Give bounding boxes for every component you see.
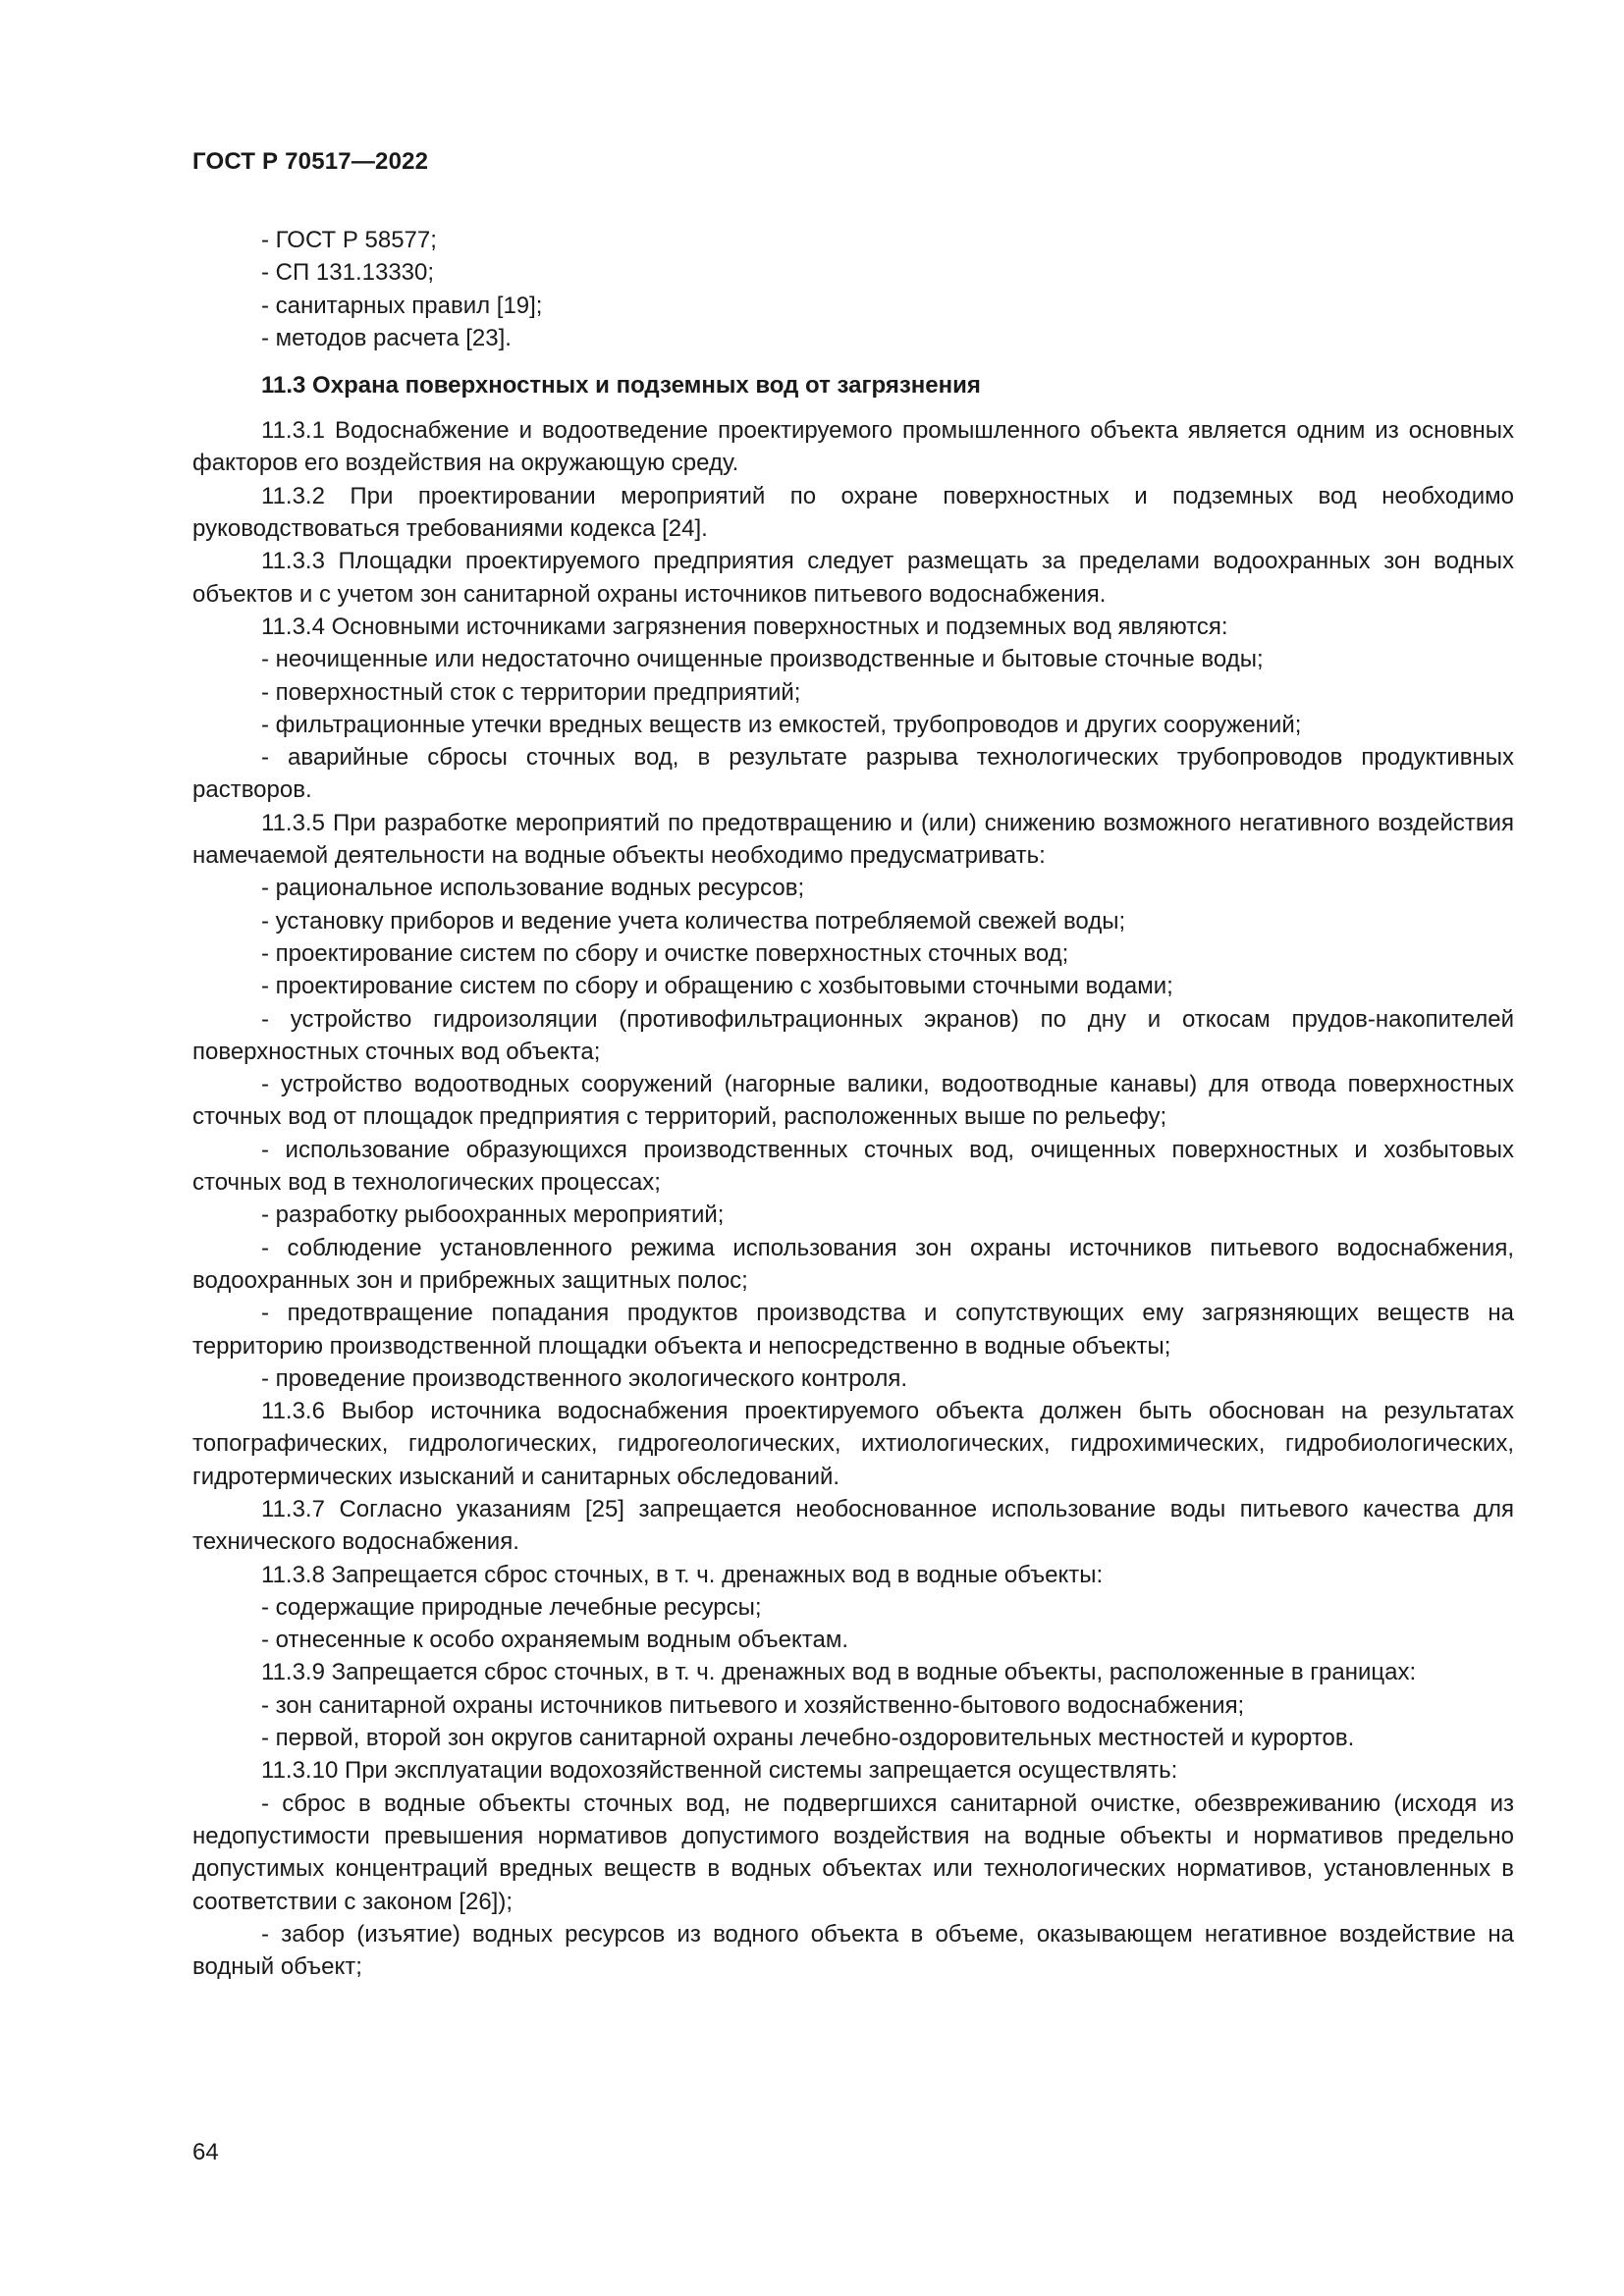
- list-item: - содержащие природные лечебные ресурсы;: [261, 1593, 762, 1621]
- list-item: - ГОСТ Р 58577;: [261, 227, 437, 253]
- intro-list: [192, 224, 1514, 354]
- list-item: - методов расчета [23].: [261, 324, 512, 351]
- paragraph-11-3-5: 11.3.5 При разработке мероприятий по предотвращению и (или) снижению возможного негативного воздействия намечаемой деятельности на водные объекты необходимо предусматривать:: [192, 809, 1514, 870]
- section-body: [192, 414, 1514, 1983]
- list-item: - устройство гидроизоляции (противофильтрационных экранов) по дну и откосам прудов-накопителей поверхностных сточных вод объекта;: [192, 1005, 1514, 1065]
- list-item: - сброс в водные объекты сточных вод, не подвергшихся санитарной очистке, обезвреживанию (исходя из недопустимости превышения нормативов допустимого воздействия на водные объекты и нормативов предельно допустимых концентраций вредных веществ в водных объектах или технологических нормативов, установленных в соответствии с законом [26]);: [192, 1789, 1514, 1915]
- paragraph-11-3-10: 11.3.10 При эксплуатации водохозяйственной системы запрещается осуществлять:: [261, 1757, 1178, 1785]
- list-item: - фильтрационные утечки вредных веществ из емкостей, трубопроводов и других сооружений;: [261, 711, 1302, 738]
- paragraph-11-3-2: 11.3.2 При проектировании мероприятий по охране поверхностных и подземных вод необходимо руководствоваться требованиями кодекса [24].: [192, 482, 1514, 543]
- paragraph-11-3-7: 11.3.7 Согласно указаниям [25] запрещается необоснованное использование воды питьевого качества для технического водоснабжения.: [192, 1495, 1514, 1556]
- list-item: - проектирование систем по сбору и обращению с хозбытовыми сточными водами;: [261, 973, 1173, 1000]
- list-item: - аварийные сбросы сточных вод, в результате разрыва технологических трубопроводов продуктивных растворов.: [192, 744, 1514, 804]
- list-item: - проектирование систем по сбору и очистке поверхностных сточных вод;: [261, 939, 1069, 967]
- list-item: - рациональное использование водных ресурсов;: [261, 875, 805, 902]
- page-number: 64: [192, 2139, 219, 2165]
- list-item: - зон санитарной охраны источников питьевого и хозяйственно-бытового водоснабжения;: [261, 1691, 1245, 1719]
- list-item: - предотвращение попадания продуктов производства и сопутствующих ему загрязняющих веществ на территорию производственной площадки объекта и непосредственно в водные объекты;: [192, 1300, 1514, 1360]
- paragraph-11-3-8: 11.3.8 Запрещается сброс сточных, в т. ч. дренажных вод в водные объекты:: [261, 1561, 1104, 1588]
- paragraph-11-3-3: 11.3.3 Площадки проектируемого предприятия следует размещать за пределами водоохранных зон водных объектов и с учетом зон санитарной охраны источников питьевого водоснабжения.: [192, 548, 1514, 608]
- list-item: - неочищенные или недостаточно очищенные производственные и бытовые сточные воды;: [261, 646, 1264, 673]
- list-item: - разработку рыбоохранных мероприятий;: [261, 1201, 725, 1229]
- section-heading: 11.3 Охрана поверхностных и подземных вод от загрязнения: [261, 372, 981, 400]
- list-item: - СП 131.13330;: [261, 259, 435, 287]
- paragraph-11-3-9: 11.3.9 Запрещается сброс сточных, в т. ч. дренажных вод в водные объекты, расположенные в границах:: [261, 1659, 1417, 1686]
- page-content: [192, 224, 1514, 1983]
- paragraph-11-3-4: 11.3.4 Основными источниками загрязнения поверхностных и подземных вод являются:: [261, 613, 1228, 640]
- list-item: - установку приборов и ведение учета количества потребляемой свежей воды;: [261, 907, 1126, 934]
- list-item: - использование образующихся производственных сточных вод, очищенных поверхностных и хозбытовых сточных вод в технологических процессах;: [192, 1136, 1514, 1197]
- list-item: - проведение производственного экологического контроля.: [261, 1364, 908, 1392]
- list-item: - устройство водоотводных сооружений (нагорные валики, водоотводные канавы) для отвода поверхностных сточных вод от площадок предприятия с территорий, расположенных выше по рельефу;: [192, 1071, 1514, 1131]
- list-item: - поверхностный сток с территории предприятий;: [261, 678, 801, 706]
- paragraph-11-3-1: 11.3.1 Водоснабжение и водоотведение проектируемого промышленного объекта является одним из основных факторов его воздействия на окружающую среду.: [192, 417, 1514, 477]
- document-code-header: ГОСТ Р 70517—2022: [192, 148, 429, 175]
- list-item: - отнесенные к особо охраняемым водным объектам.: [261, 1627, 849, 1654]
- list-item: - первой, второй зон округов санитарной охраны лечебно-оздоровительных местностей и курортов.: [261, 1725, 1355, 1752]
- paragraph-11-3-6: 11.3.6 Выбор источника водоснабжения проектируемого объекта должен быть обоснован на результатах топографических, гидрологических, гидрогеологических, ихтиологических, гидрохимических, гидробиологических, гидротермических изысканий и санитарных обследований.: [192, 1398, 1514, 1490]
- list-item: - забор (изъятие) водных ресурсов из водного объекта в объеме, оказывающем негативное воздействие на водный объект;: [192, 1920, 1514, 1981]
- list-item: - санитарных правил [19];: [261, 292, 543, 319]
- list-item: - соблюдение установленного режима использования зон охраны источников питьевого водоснабжения, водоохранных зон и прибрежных защитных полос;: [192, 1234, 1514, 1294]
